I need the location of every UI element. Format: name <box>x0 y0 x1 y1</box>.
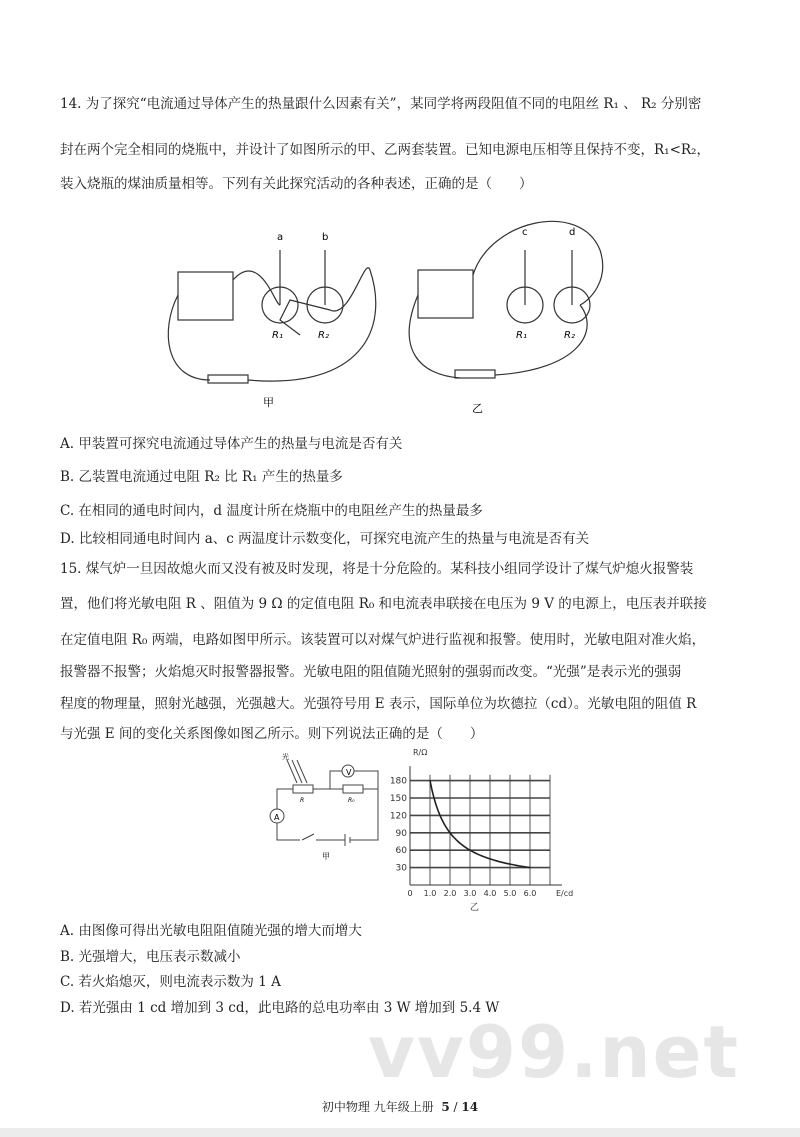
footer-subject: 初中物理 九年级上册 <box>321 1100 434 1114</box>
y-tick-label: 60 <box>395 846 407 857</box>
y-tick-label: 90 <box>395 828 407 839</box>
data-point <box>459 843 460 844</box>
resistor-r0-icon <box>343 785 363 793</box>
switch-icon <box>455 370 495 378</box>
q14-line-3: 装入烧瓶的煤油质量相等。下列有关此探究活动的各种表述，正确的是（ ） <box>60 176 533 192</box>
label-a: a <box>277 232 284 243</box>
ammeter-label: A <box>274 813 280 822</box>
q14-line-1: 14. 为了探究“电流通过导体产生的热量跟什么因素有关”，某同学将两段阻值不同的电阻丝 R₁ 、 R₂ 分别密 <box>60 96 702 112</box>
label-r2: R₂ <box>318 330 329 341</box>
caption-jia: 甲 <box>322 852 330 861</box>
y-tick-label: 120 <box>389 811 407 822</box>
caption-jia: 甲 <box>263 396 274 409</box>
x-tick-label: 4.0 <box>483 889 497 898</box>
light-rays-icon <box>287 760 307 783</box>
x-tick-label: 5.0 <box>503 889 517 898</box>
data-point <box>529 867 530 868</box>
page-number: 5 <box>441 1100 450 1114</box>
q14-line-2: 封在两个完全相同的烧瓶中，并设计了如图所示的甲、乙两套装置。已知电源电压相等且保持不变，R₁<R₂， <box>60 142 710 158</box>
label-r2: R₂ <box>564 330 575 341</box>
data-point <box>469 850 470 851</box>
q15-option-d: D. 若光强由 1 cd 增加到 3 cd，此电路的总电功率由 3 W 增加到 5.4 W <box>60 1000 500 1016</box>
label-d: d <box>569 227 576 238</box>
footer-sep: / <box>449 1100 462 1114</box>
q14-option-b: B. 乙装置电流通过电阻 R₂ 比 R₁ 产生的热量多 <box>60 469 343 485</box>
x-axis-label: E/cd <box>556 889 574 898</box>
y-tick-label: 150 <box>389 794 407 804</box>
q14-option-d: D. 比较相同通电时间内 a、c 两温度计示数变化，可探究电流产生的热量与电流是否有关 <box>60 531 590 547</box>
q15-option-b: B. 光强增大，电压表示数减小 <box>60 949 241 965</box>
q14-apparatus-figure <box>160 210 640 415</box>
battery-icon <box>178 272 233 320</box>
photoresistor-icon <box>293 785 313 793</box>
switch-icon <box>208 375 248 383</box>
label-b: b <box>322 232 329 243</box>
label-c: c <box>522 227 528 238</box>
y-axis-label: R/Ω <box>413 748 428 757</box>
data-point <box>439 815 440 816</box>
r-e-chart <box>370 745 580 913</box>
x-tick-label: 1.0 <box>423 889 437 898</box>
q15-line-2: 置，他们将光敏电阻 R 、阻值为 9 Ω 的定值电阻 R₀ 和电流表串联接在电压为 9 V 的电源上，电压表并联接 <box>60 596 707 612</box>
q15-line-3: 在定值电阻 R₀ 两端，电路如图甲所示。该装置可以对煤气炉进行监视和报警。使用时，光敏电阻对准火焰， <box>60 632 706 648</box>
page-footer <box>0 1100 800 1114</box>
label-r1: R₁ <box>272 330 283 341</box>
q15-line-5: 程度的物理量，照射光越强，光强越大。光强符号用 E 表示，国际单位为坎德拉（cd）。光敏电阻的阻值 R <box>60 696 697 712</box>
q14-option-a: A. 甲装置可探究电流通过导体产生的热量与电流是否有关 <box>60 436 403 452</box>
data-point <box>449 832 450 833</box>
light-label: 光 <box>282 753 289 761</box>
r0-label: R₀ <box>348 797 355 804</box>
chart-caption: 乙 <box>470 903 480 913</box>
watermark: vv99.net <box>368 1010 740 1094</box>
q15-line-1: 15. 煤气炉一旦因故熄火而又没有被及时发现，将是十分危险的。某科技小组同学设计了煤气炉熄火报警装 <box>60 561 694 577</box>
bottom-edge <box>0 1128 800 1137</box>
r-e-curve <box>430 781 530 868</box>
battery-icon <box>418 270 473 318</box>
x-tick-label: 6.0 <box>523 889 537 898</box>
q15-line-4: 报警器不报警；火焰熄灭时报警器报警。光敏电阻的阻值随光照射的强弱而改变。“光强”是表示光的强弱 <box>60 664 682 680</box>
y-tick-label: 180 <box>389 776 407 787</box>
voltmeter-label: V <box>346 768 352 777</box>
x-tick-label: 0 <box>407 889 413 898</box>
r-label: R <box>300 797 305 804</box>
y-tick-label: 30 <box>395 863 407 874</box>
data-point <box>509 864 510 865</box>
page-total: 14 <box>461 1100 479 1114</box>
caption-yi: 乙 <box>472 402 483 415</box>
q15-option-a: A. 由图像可得出光敏电阻阻值随光强的增大而增大 <box>60 923 362 939</box>
q14-option-c: C. 在相同的通电时间内，d 温度计所在烧瓶中的电阻丝产生的热量最多 <box>60 503 483 519</box>
label-r1: R₁ <box>516 330 527 341</box>
q15-line-6: 与光强 E 间的变化关系图像如图乙所示。则下列说法正确的是（ ） <box>60 726 484 742</box>
data-point <box>489 858 490 859</box>
x-tick-label: 2.0 <box>443 889 457 898</box>
q15-option-c: C. 若火焰熄灭，则电流表示数为 1 A <box>60 974 281 990</box>
x-tick-label: 3.0 <box>463 889 477 898</box>
data-point <box>429 780 430 781</box>
